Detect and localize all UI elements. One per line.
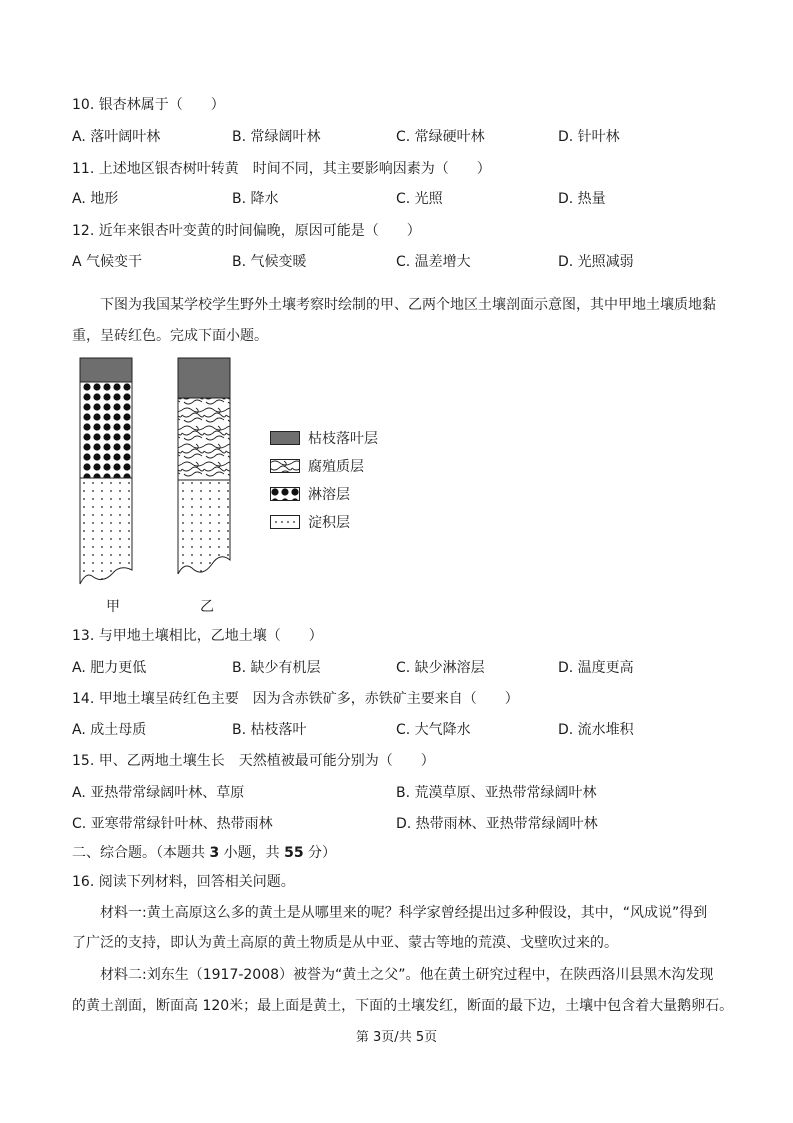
q15-option-a: A. 亚热带常绿阔叶林、草原 [72,785,245,801]
legend-humus-swatch [270,459,300,473]
q13-option-b: B. 缺少有机层 [232,660,321,676]
q10-option-b: B. 常绿阔叶林 [232,129,321,145]
jia-litter-layer [80,358,132,382]
section-2-count: 3 [209,845,220,861]
jia-eluviation-layer [80,382,132,478]
material-2-line1: 材料二:刘东生（1917-2008）被誉为“黄土之父”。他在黄土研究过程中，在陕西洛川县黑木沟发现 [100,967,714,983]
q13-option-c: C. 缺少淋溶层 [396,660,485,676]
jia-illuviation-layer [80,478,132,584]
section-2-heading [72,843,336,863]
column-yi [178,358,230,574]
question-15: 15. 甲、乙两地土壤生长 天然植被最可能分别为（ ） [72,753,435,769]
yi-litter-layer [178,358,230,398]
q11-option-b: B. 降水 [232,191,279,207]
soil-profile-columns [72,352,272,592]
section-2-suffix: 分） [303,845,337,861]
q13-option-a: A. 肥力更低 [72,660,147,676]
q10-option-c: C. 常绿硬叶林 [396,129,485,145]
q13-option-d: D. 温度更高 [558,660,634,676]
q12-option-a: A 气候变干 [72,254,143,270]
legend-eluviation-swatch [270,487,300,501]
intro-paragraph-line1: 下图为我国某学校学生野外土壤考察时绘制的甲、乙两个地区土壤剖面示意图，其中甲地土壤质地黏 [100,297,716,313]
material-1-line2: 了广泛的支持，即认为黄土高原的黄土物质是从中亚、蒙古等地的荒漠、戈壁吹过来的。 [72,935,618,951]
q15-option-d: D. 热带雨林、亚热带常绿阔叶林 [396,816,598,832]
column-label-yi: 乙 [200,599,214,615]
soil-profile-diagram [72,352,402,622]
page-footer: 第 3页/共 5页 [355,1030,438,1045]
question-11: 11. 上述地区银杏树叶转黄 时间不同，其主要影响因素为（ ） [72,161,491,177]
yi-humus-layer [178,398,230,480]
legend-litter-label: 枯枝落叶层 [308,431,378,447]
intro-paragraph-line2: 重，呈砖红色。完成下面小题。 [72,328,268,344]
section-2-score: 55 [284,845,304,861]
material-1-line1: 材料一:黄土高原这么多的黄土是从哪里来的呢？科学家曾经提出过多种假设，其中，“风成说”得到 [100,905,708,921]
question-16: 16. 阅读下列材料，回答相关问题。 [72,874,295,890]
legend-eluviation-label: 淋溶层 [308,487,350,503]
yi-illuviation-layer [178,480,230,574]
q12-option-d: D. 光照减弱 [558,254,634,270]
q14-option-b: B. 枯枝落叶 [232,722,307,738]
legend-illuviation-swatch [270,515,300,529]
question-12: 12. 近年来银杏叶变黄的时间偏晚，原因可能是（ ） [72,223,421,239]
q11-option-c: C. 光照 [396,191,443,207]
q12-option-c: C. 温差增大 [396,254,471,270]
q14-option-d: D. 流水堆积 [558,722,634,738]
legend-litter-swatch [270,431,300,445]
q14-option-a: A. 成土母质 [72,722,147,738]
q14-option-c: C. 大气降水 [396,722,471,738]
q10-option-d: D. 针叶林 [558,129,620,145]
question-13: 13. 与甲地土壤相比，乙地土壤（ ） [72,628,323,644]
column-label-jia: 甲 [106,599,120,615]
q15-option-b: B. 荒漠草原、亚热带常绿阔叶林 [396,785,597,801]
material-2-line2: 的黄土剖面，断面高 120米；最上面是黄土，下面的土壤发红，断面的最下边，土壤中包含着大量鹅卵石。 [72,998,734,1014]
q11-option-d: D. 热量 [558,191,606,207]
legend-illuviation-label: 淀积层 [308,515,350,531]
q15-option-c: C. 亚寒带常绿针叶林、热带雨林 [72,816,273,832]
question-10: 10. 银杏林属于（ ） [72,97,225,113]
q12-option-b: B. 气候变暖 [232,254,307,270]
section-2-mid: 小题，共 [219,845,285,861]
column-jia [80,358,132,584]
section-2-prefix: 二、综合题。（本题共 [72,845,210,861]
q10-option-a: A. 落叶阔叶林 [72,129,161,145]
legend-humus-label: 腐殖质层 [308,459,364,475]
q11-option-a: A. 地形 [72,191,119,207]
question-14: 14. 甲地土壤呈砖红色主要 因为含赤铁矿多，赤铁矿主要来自（ ） [72,691,519,707]
